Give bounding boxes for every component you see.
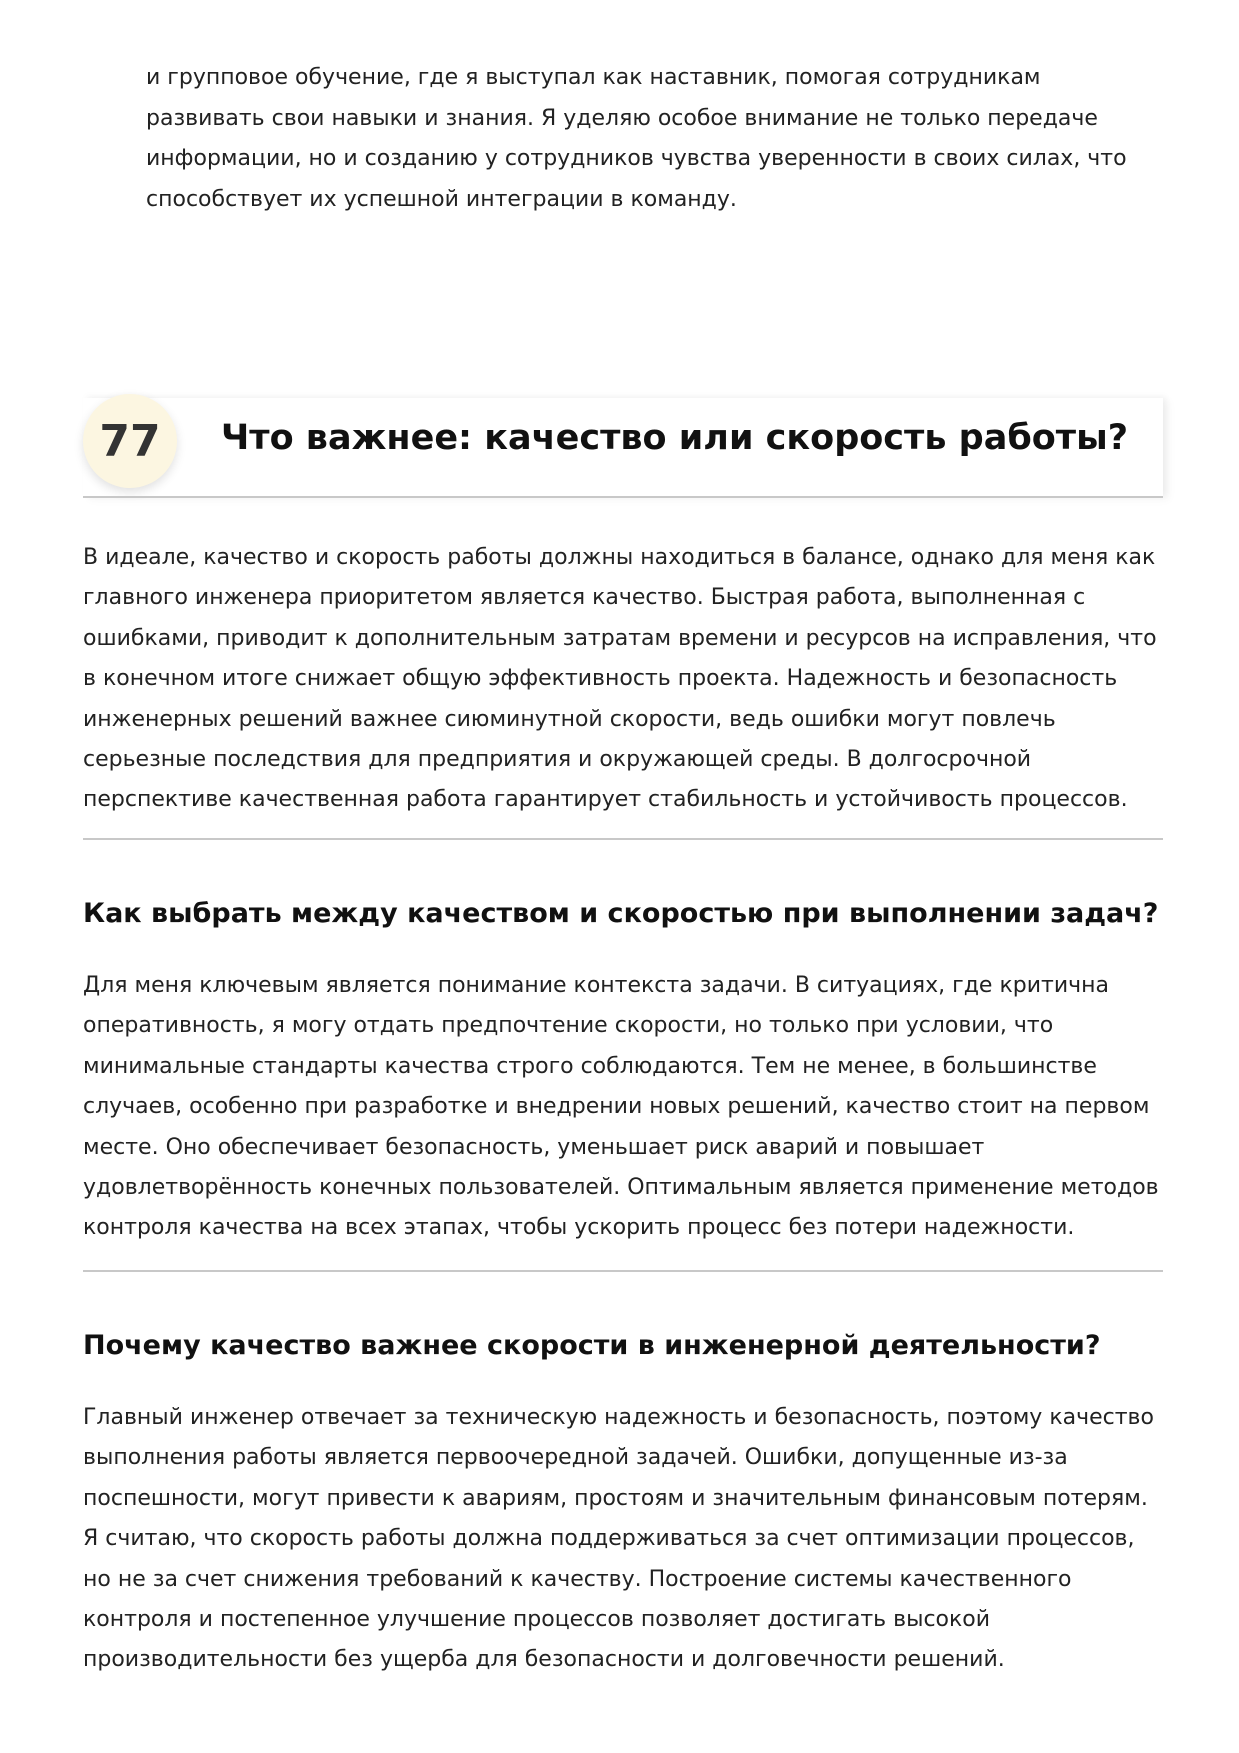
question-header [83,398,1163,498]
question-answer: В идеале, качество и скорость работы должны находиться в балансе, однако для меня как главного инженера приоритетом является качество. Быстрая работа, выполненная с ошибками, приводит к дополнительным затратам времени и ресурсов на исправления, что в конечном итоге снижает общую эффективность проекта. Надежность и безопасность инженерных решений важнее сиюминутной скорости, ведь ошибки могут повлечь серьезные последствия для предприятия и окружающей среды. В долгосрочной перспективе качественная работа гарантирует стабильность и устойчивость процессов. [83,545,1157,813]
question-title: Что важнее: качество или скорость работы? [221,418,1129,458]
followup-title: Почему качество важнее скорости в инженерной деятельности? [83,1330,1101,1361]
header-divider [83,496,1163,498]
followup-answer: Для меня ключевым является понимание контекста задачи. В ситуациях, где критична оперативность, я могу отдать предпочтение скорости, но только при условии, что минимальные стандарты качества строго соблюдаются. Тем не менее, в большинстве случаев, особенно при разработке и внедрении новых решений, качество стоит на первом месте. Оно обеспечивает безопасность, уменьшает риск аварий и повышает удовлетворённость конечных пользователей. Оптимальным является применение методов контроля качества на всех этапах, чтобы ускорить процесс без потери надежности. [83,973,1159,1241]
section-divider [83,838,1163,840]
question-number-badge: 77 [83,394,177,488]
followup-answer: Главный инженер отвечает за техническую надежность и безопасность, поэтому качество выполнения работы является первоочередной задачей. Ошибки, допущенные из-за поспешности, могут привести к авариям, простоям и значительным финансовым потерям. Я считаю, что скорость работы должна поддерживаться за счет оптимизации процессов, но не за счет снижения требований к качеству. Построение системы качественного контроля и постепенное улучшение процессов позволяет достигать высокой производительности без ущерба для безопасности и долговечности решений. [83,1405,1154,1673]
section-divider [83,1270,1163,1272]
intro-paragraph: и групповое обучение, где я выступал как наставник, помогая сотрудникам развивать свои навыки и знания. Я уделяю особое внимание не только передаче информации, но и созданию у сотрудников чувства уверенности в своих силах, что способствует их успешной интеграции в команду. [146,65,1127,212]
followup-title: Как выбрать между качеством и скоростью при выполнении задач? [83,898,1159,929]
